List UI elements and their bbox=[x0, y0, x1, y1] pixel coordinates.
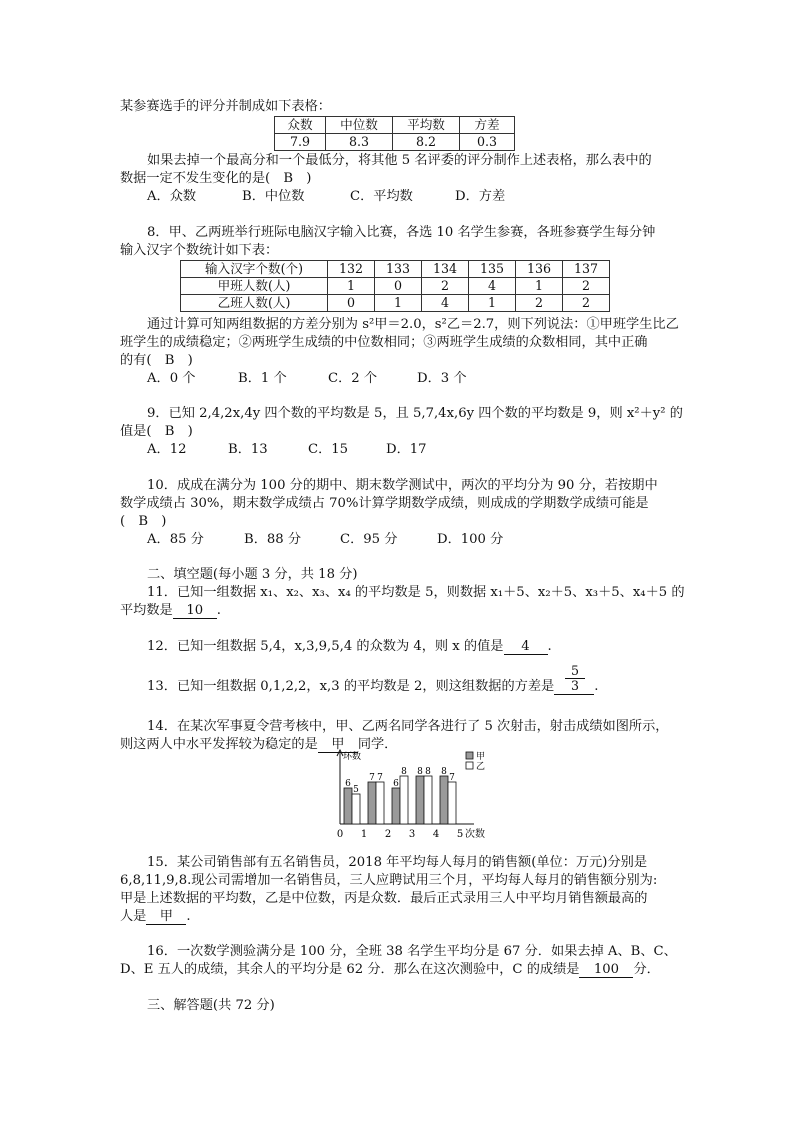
q8-option-b: B．1 个 bbox=[238, 371, 287, 386]
q9-option-d: D．17 bbox=[386, 442, 427, 457]
bar-jia bbox=[440, 776, 448, 824]
stats-table bbox=[274, 116, 515, 151]
x-tick-label: 1 bbox=[360, 829, 368, 840]
stats-header: 中位数 bbox=[326, 117, 393, 134]
q10-line1: 10．成成在满分为 100 分的期中、期末数学测试中，两次的平均分为 90 分，若按期中 bbox=[147, 478, 658, 493]
typing-column: 135 bbox=[469, 261, 516, 278]
bar-yi bbox=[424, 776, 432, 824]
bar-yi bbox=[448, 782, 456, 824]
table-cell: 4 bbox=[469, 278, 516, 295]
q9-line2: 值是( B ) bbox=[120, 424, 193, 439]
table-row bbox=[181, 295, 610, 312]
q11-text: 平均数是 bbox=[120, 603, 173, 618]
q8-option-d: D．3 个 bbox=[417, 371, 467, 386]
q16-post: 分． bbox=[633, 962, 660, 977]
bar-yi bbox=[400, 776, 408, 824]
q13-denominator: 3 bbox=[570, 678, 579, 693]
table-cell: 4 bbox=[422, 295, 469, 312]
q7-option-d: D．方差 bbox=[455, 189, 506, 204]
q14-line1: 14．在某次军事夏令营考核中，甲、乙两名同学各进行了 5 次射击，射击成绩如图所示， bbox=[147, 719, 669, 734]
q15-post: . bbox=[186, 909, 191, 924]
intro-text: 某参赛选手的评分并制成如下表格： bbox=[120, 99, 331, 114]
q12-line bbox=[147, 639, 552, 655]
bar-jia bbox=[344, 788, 352, 824]
q7-option-b: B．中位数 bbox=[242, 189, 305, 204]
q7-option-a: A．众数 bbox=[147, 189, 197, 204]
q8-line1: 8．甲、乙两班举行班际电脑汉字输入比赛，各选 10 名学生参赛，各班参赛学生每分钟 bbox=[147, 225, 656, 240]
q10-option-b: B．88 分 bbox=[244, 532, 302, 547]
q13-line bbox=[147, 679, 598, 695]
q15-answer: 甲 bbox=[146, 909, 186, 925]
stats-header: 众数 bbox=[275, 117, 326, 134]
bar-value-label: 7 bbox=[449, 773, 455, 783]
q8-line4: 班学生的成绩稳定；②两班学生成绩的中位数相同；③两班学生成绩的众数相同，其中正确 bbox=[120, 335, 648, 350]
q10-option-a: A．85 分 bbox=[147, 532, 204, 547]
q11-answer: 10 bbox=[173, 603, 217, 619]
q15-line4 bbox=[120, 909, 191, 925]
q16-line2 bbox=[120, 962, 660, 978]
q15-text: 人是 bbox=[120, 909, 147, 924]
legend-label: 甲 bbox=[476, 752, 486, 762]
shooting-chart-svg bbox=[330, 748, 500, 840]
typing-column: 136 bbox=[516, 261, 563, 278]
typing-column: 133 bbox=[375, 261, 422, 278]
typing-column: 134 bbox=[422, 261, 469, 278]
table-cell: 1 bbox=[328, 278, 375, 295]
q8-option-a: A．0 个 bbox=[147, 371, 196, 386]
bar-yi bbox=[352, 794, 360, 824]
table-cell: 2 bbox=[516, 295, 563, 312]
q16-answer: 100 bbox=[579, 962, 633, 978]
x-tick-label: 0 bbox=[336, 829, 344, 840]
bar-value-label: 6 bbox=[345, 779, 351, 789]
x-axis-label: 次数 bbox=[465, 829, 485, 840]
table-cell: 0 bbox=[375, 278, 422, 295]
table-cell: 1 bbox=[516, 278, 563, 295]
table-cell: 1 bbox=[469, 295, 516, 312]
typing-table bbox=[180, 260, 610, 312]
bar-value-label: 5 bbox=[353, 785, 359, 795]
q13-numerator: 5 bbox=[565, 664, 585, 679]
table-cell: 1 bbox=[375, 295, 422, 312]
table-cell: 2 bbox=[563, 295, 610, 312]
legend-swatch bbox=[466, 762, 473, 769]
q10-option-c: C．95 分 bbox=[340, 532, 398, 547]
row-label: 乙班人数(人) bbox=[181, 295, 328, 312]
bar-value-label: 8 bbox=[401, 767, 407, 777]
x-tick-label: 5 bbox=[456, 829, 464, 840]
q13-text: 13．已知一组数据 0,1,2,2，x,3 的平均数是 2，则这组数据的方差是 bbox=[147, 679, 555, 694]
bar-jia bbox=[416, 776, 424, 824]
q7-line2: 数据一定不发生变化的是( B ) bbox=[120, 171, 312, 186]
bar-yi bbox=[376, 782, 384, 824]
q14-post: 同学． bbox=[357, 737, 398, 752]
table-cell: 2 bbox=[563, 278, 610, 295]
q9-option-a: A．12 bbox=[147, 442, 187, 457]
q7-line1: 如果去掉一个最高分和一个最低分，将其他 5 名评委的评分制作上述表格，那么表中的 bbox=[147, 153, 652, 168]
stats-value: 7.9 bbox=[275, 134, 326, 151]
q12-post: . bbox=[547, 639, 552, 654]
stats-header: 平均数 bbox=[393, 117, 460, 134]
y-axis-label: 环数 bbox=[343, 752, 362, 762]
x-tick-label: 2 bbox=[384, 829, 392, 840]
q9-option-c: C．15 bbox=[308, 442, 349, 457]
x-tick-label: 3 bbox=[408, 829, 416, 840]
q8-option-c: C．2 个 bbox=[328, 371, 378, 386]
q11-post: . bbox=[216, 603, 221, 618]
bar-value-label: 7 bbox=[369, 773, 375, 783]
typing-column: 137 bbox=[563, 261, 610, 278]
q12-answer: 4 bbox=[504, 639, 548, 655]
x-tick-label: 4 bbox=[432, 829, 440, 840]
table-cell: 2 bbox=[422, 278, 469, 295]
bar-jia bbox=[368, 782, 376, 824]
shooting-chart bbox=[330, 748, 500, 840]
bar-value-label: 8 bbox=[425, 767, 431, 777]
q7-option-c: C．平均数 bbox=[350, 189, 413, 204]
q8-line2: 输入汉字个数统计如下表： bbox=[120, 243, 279, 258]
q10-line3: ( B ) bbox=[120, 514, 167, 529]
q9-line1: 9．已知 2,4,2x,4y 四个数的平均数是 5，且 5,7,4x,6y 四个数的平均数是 9，则 x²＋y² 的 bbox=[147, 406, 683, 421]
stats-value: 8.3 bbox=[326, 134, 393, 151]
q15-line1: 15．某公司销售部有五名销售员，2018 年平均每人每月的销售额(单位：万元)分别是 bbox=[147, 855, 648, 870]
q10-line2: 数学成绩占 30%，期末数学成绩占 70%计算学期数学成绩，则成成的学期数学成绩可能是 bbox=[120, 496, 649, 511]
q16-line1: 16．一次数学测验满分是 100 分，全班 38 名学生平均分是 67 分．如果去掉 A、B、C、 bbox=[147, 944, 677, 959]
q14-answer: 甲 bbox=[318, 737, 358, 753]
legend-swatch bbox=[466, 752, 473, 759]
bar-value-label: 8 bbox=[441, 767, 447, 777]
q16-text: D、E 五人的成绩，其余人的平均分是 62 分．那么在这次测验中，C 的成绩是 bbox=[120, 962, 580, 977]
q15-line3: 甲是上述数据的平均数，乙是中位数，丙是众数．最后正式录用三人中平均月销售额最高的 bbox=[120, 891, 648, 906]
typing-column: 132 bbox=[328, 261, 375, 278]
q11-line1: 11．已知一组数据 x₁、x₂、x₃、x₄ 的平均数是 5，则数据 x₁＋5、x₂＋5、x₃＋5、x₄＋5 的 bbox=[147, 585, 685, 600]
legend-label: 乙 bbox=[476, 762, 486, 772]
bar-value-label: 6 bbox=[393, 779, 399, 789]
q10-option-d: D．100 分 bbox=[437, 532, 504, 547]
section-heading: 三、解答题(共 72 分) bbox=[147, 998, 275, 1013]
q8-line5: 的有( B ) bbox=[120, 353, 193, 368]
q11-line2 bbox=[120, 603, 221, 619]
q15-line2: 6,8,11,9,8.现公司需增加一名销售员，三人应聘试用三个月，平均每人每月的销售额分别为: bbox=[120, 873, 658, 888]
table-cell: 0 bbox=[328, 295, 375, 312]
typing-header-label: 输入汉字个数(个) bbox=[181, 261, 328, 278]
bar-jia bbox=[392, 788, 400, 824]
row-label: 甲班人数(人) bbox=[181, 278, 328, 295]
table-row bbox=[181, 278, 610, 295]
stats-header: 方差 bbox=[460, 117, 515, 134]
stats-value: 0.3 bbox=[460, 134, 515, 151]
q13-post: . bbox=[594, 679, 599, 694]
section-heading: 二、填空题(每小题 3 分，共 18 分) bbox=[147, 567, 358, 582]
q13-answer-fraction bbox=[565, 664, 585, 693]
q12-text: 12．已知一组数据 5,4，x,3,9,5,4 的众数为 4，则 x 的值是 bbox=[147, 639, 504, 654]
q14-text: 则这两人中水平发挥较为稳定的是 bbox=[120, 737, 318, 752]
bar-value-label: 8 bbox=[417, 767, 423, 777]
stats-value: 8.2 bbox=[393, 134, 460, 151]
q8-line3: 通过计算可知两组数据的方差分别为 s²甲＝2.0，s²乙＝2.7，则下列说法：①甲班学生比乙 bbox=[147, 317, 679, 332]
q9-option-b: B．13 bbox=[228, 442, 268, 457]
bar-value-label: 7 bbox=[377, 773, 383, 783]
